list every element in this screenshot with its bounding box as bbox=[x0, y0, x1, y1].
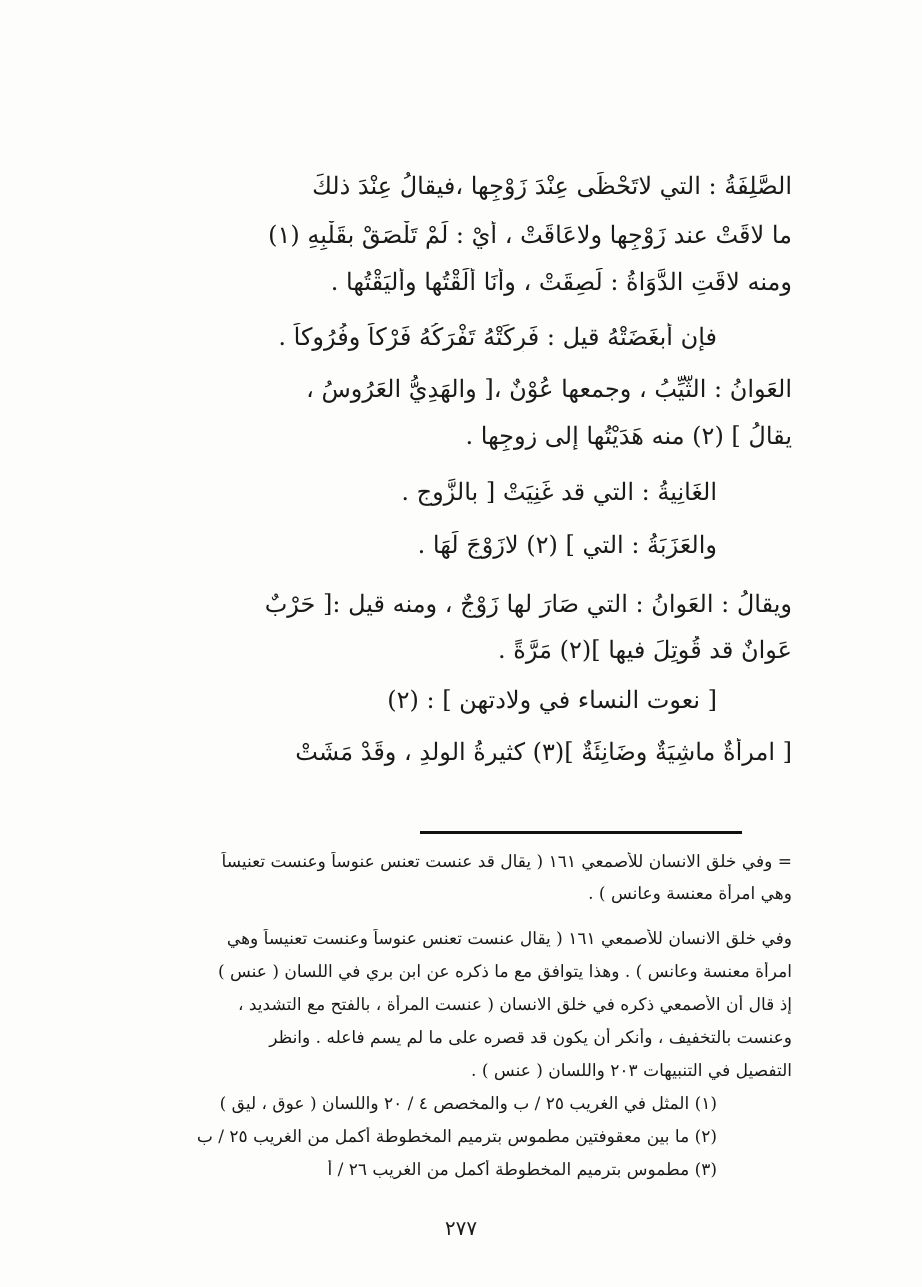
footnote-line: إذ قال أن الأصمعي ذكره في خلق الانسان ( عنست المرأة ، بالفتح مع التشديد ، bbox=[237, 995, 792, 1015]
main-line: فإن أبغَضَتْهُ قيل : فَرِكَتْهُ تَفْرَكُهُ فَرْكاً وفُرُوكاً . bbox=[278, 323, 717, 351]
footnote-line: امرأة معنسة وعانس ) . وهذا يتوافق مع ما ذكره عن ابن بري في اللسان ( عنس ) bbox=[217, 962, 792, 982]
page-number: ٢٧٧ bbox=[444, 1216, 478, 1240]
main-line: الغَانِيةُ : التي قد غَنِيَتْ [ بالزَّوجِ . bbox=[401, 478, 717, 506]
main-line: يقالُ ] (٢) منه هَدَيْتُها إلى زوجِها . bbox=[465, 422, 792, 450]
footnote-line: التفصيل في التنبيهات ٢٠٣ واللسان ( عنس ) . bbox=[471, 1061, 792, 1081]
footnote-separator bbox=[420, 831, 742, 834]
footnote-line: وفي خلق الانسان للأصمعي ١٦١ ( يقال عنست تعنس عنوساً وعنست تعنيساً وهي bbox=[226, 929, 792, 949]
main-line: [ امرأةٌ ماشِيَةٌ وضَانِئَةٌ ](٣) كثيرةُ الولدِ ، وقَدْ مَشَتْ bbox=[295, 738, 792, 766]
main-line: والعَزَبَةُ : التي ] (٢) لازَوْجَ لَهَا . bbox=[417, 531, 717, 559]
main-line: [ نعوت النساء في ولادتهن ] : (٢) bbox=[387, 686, 717, 714]
footnote-line: (٢) ما بين معقوفتين مطموس بترميم المخطوطة أكمل من الغريب ٢٥ / ب bbox=[196, 1127, 717, 1147]
footnote-line: (١) المثل في الغريب ٢٥ / ب والمخصص ٤ / ٢٠ واللسان ( عوق ، ليق ) bbox=[219, 1094, 717, 1114]
main-line: ما لاقَتْ عند زَوْجِها ولاعَاقَتْ ، أيْ : لَمْ تَلْصَقْ بقَلْبِهِ (١) bbox=[268, 221, 792, 249]
footnote-line: وهي امرأة معنسة وعانس ) . bbox=[588, 884, 792, 904]
main-line: العَوانُ : الثَّيِّبُ ، وجمعها عُوْنٌ ،[ والهَدِيُّ العَرُوسُ ، bbox=[306, 375, 792, 403]
footnote-line: = وفي خلق الانسان للأصمعي ١٦١ ( يقال قد عنست تعنس عنوساً وعنست تعنيساً bbox=[221, 852, 792, 872]
main-line: عَوانٌ قد قُوتِلَ فيها ](٢) مَرَّةً . bbox=[498, 636, 792, 664]
footnote-line: (٣) مطموس بترميم المخطوطة أكمل من الغريب ٢٦ / أ bbox=[327, 1160, 717, 1180]
footnote-line: وعنست بالتخفيف ، وأنكر أن يكون قد قصره على ما لم يسم فاعله . وانظر bbox=[269, 1028, 792, 1048]
main-line: ومنه لاقَتِ الدَّوَاةُ : لَصِقَتْ ، وأنَا ألَقْتُها وأليَقْتُها . bbox=[330, 268, 792, 296]
main-line: الصَّلِفَةُ : التي لاتَحْظَى عِنْدَ زَوْجِها ،فيقالُ عِنْدَ ذلكَ bbox=[312, 172, 792, 200]
main-line: ويقالُ : العَوانُ : التي صَارَ لها زَوْجٌ ، ومنه قيل :[ حَرْبٌ bbox=[264, 590, 792, 618]
